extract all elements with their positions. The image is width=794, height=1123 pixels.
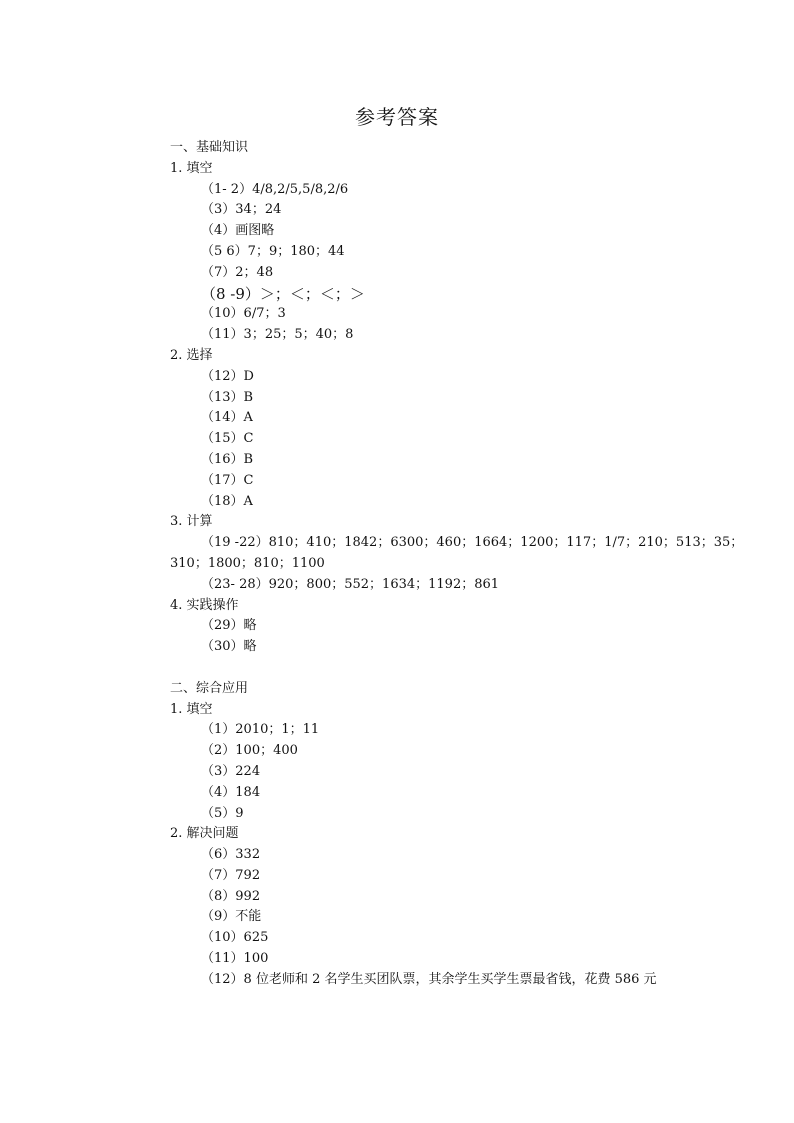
answer-item: （4）画图略	[201, 223, 275, 239]
answer-item-calc-line1: （19 -22）810；410；1842；6300；460；1664；1200；117；1/7；210；513；35；	[201, 535, 744, 551]
subsection-heading-fill-2: 1. 填空	[170, 701, 213, 717]
answer-item: （9）不能	[201, 909, 262, 925]
section-heading-basic-knowledge: 一、基础知识	[170, 140, 249, 155]
answer-item: （30）略	[201, 639, 257, 655]
answer-item: （12）8 位老师和 2 名学生买团队票，其余学生买学生票最省钱，花费 586 元	[201, 971, 657, 987]
answer-item: （13）B	[201, 389, 254, 405]
answer-item: （11）100	[201, 951, 269, 967]
answer-item: （1）2010；1；11	[201, 722, 320, 738]
answer-item: （10）625	[201, 930, 269, 946]
answer-item: （6）332	[201, 847, 261, 863]
answer-item: （3）34；24	[201, 202, 282, 218]
answer-item-comparison: （8 -9）＞；＜；＜；＞	[201, 284, 365, 303]
answer-item: （29）略	[201, 618, 257, 634]
subsection-heading-solve: 2. 解决问题	[170, 826, 239, 842]
answer-item: （3）224	[201, 763, 261, 779]
answer-item: （5 6）7；9；180；44	[201, 243, 345, 259]
answer-item: （7）792	[201, 867, 261, 883]
answer-item: （17）C	[201, 472, 254, 488]
answer-item: （4）184	[201, 784, 261, 800]
subsection-heading-choice: 2. 选择	[170, 347, 213, 363]
page-title: 参考答案	[355, 105, 439, 129]
answer-item: （7）2；48	[201, 264, 274, 280]
answer-item: （18）A	[201, 493, 253, 509]
answer-content	[170, 138, 744, 991]
answer-item: （2）100；400	[201, 743, 298, 759]
answer-item: （14）A	[201, 410, 253, 426]
answer-item: （10）6/7；3	[201, 306, 286, 322]
answer-item: （1- 2）4/8,2/5,5/8,2/6	[201, 181, 349, 197]
answer-item: （5）9	[201, 805, 244, 821]
subsection-heading-calc: 3. 计算	[170, 514, 213, 530]
section-heading-applications: 二、综合应用	[170, 680, 249, 696]
answer-item-calc-line2: 310；1800；810；1100	[170, 555, 325, 571]
subsection-heading-fill: 1. 填空	[170, 160, 213, 176]
answer-item: （11）3；25；5；40；8	[201, 327, 354, 343]
answer-item: （16）B	[201, 451, 254, 467]
answer-item: （23- 28）920；800；552；1634；1192；861	[201, 576, 500, 592]
section-spacer	[170, 658, 730, 679]
answer-item: （15）C	[201, 431, 254, 447]
answer-item: （8）992	[201, 888, 261, 904]
answer-item: （12）D	[201, 368, 254, 384]
subsection-heading-practice: 4. 实践操作	[170, 597, 239, 613]
